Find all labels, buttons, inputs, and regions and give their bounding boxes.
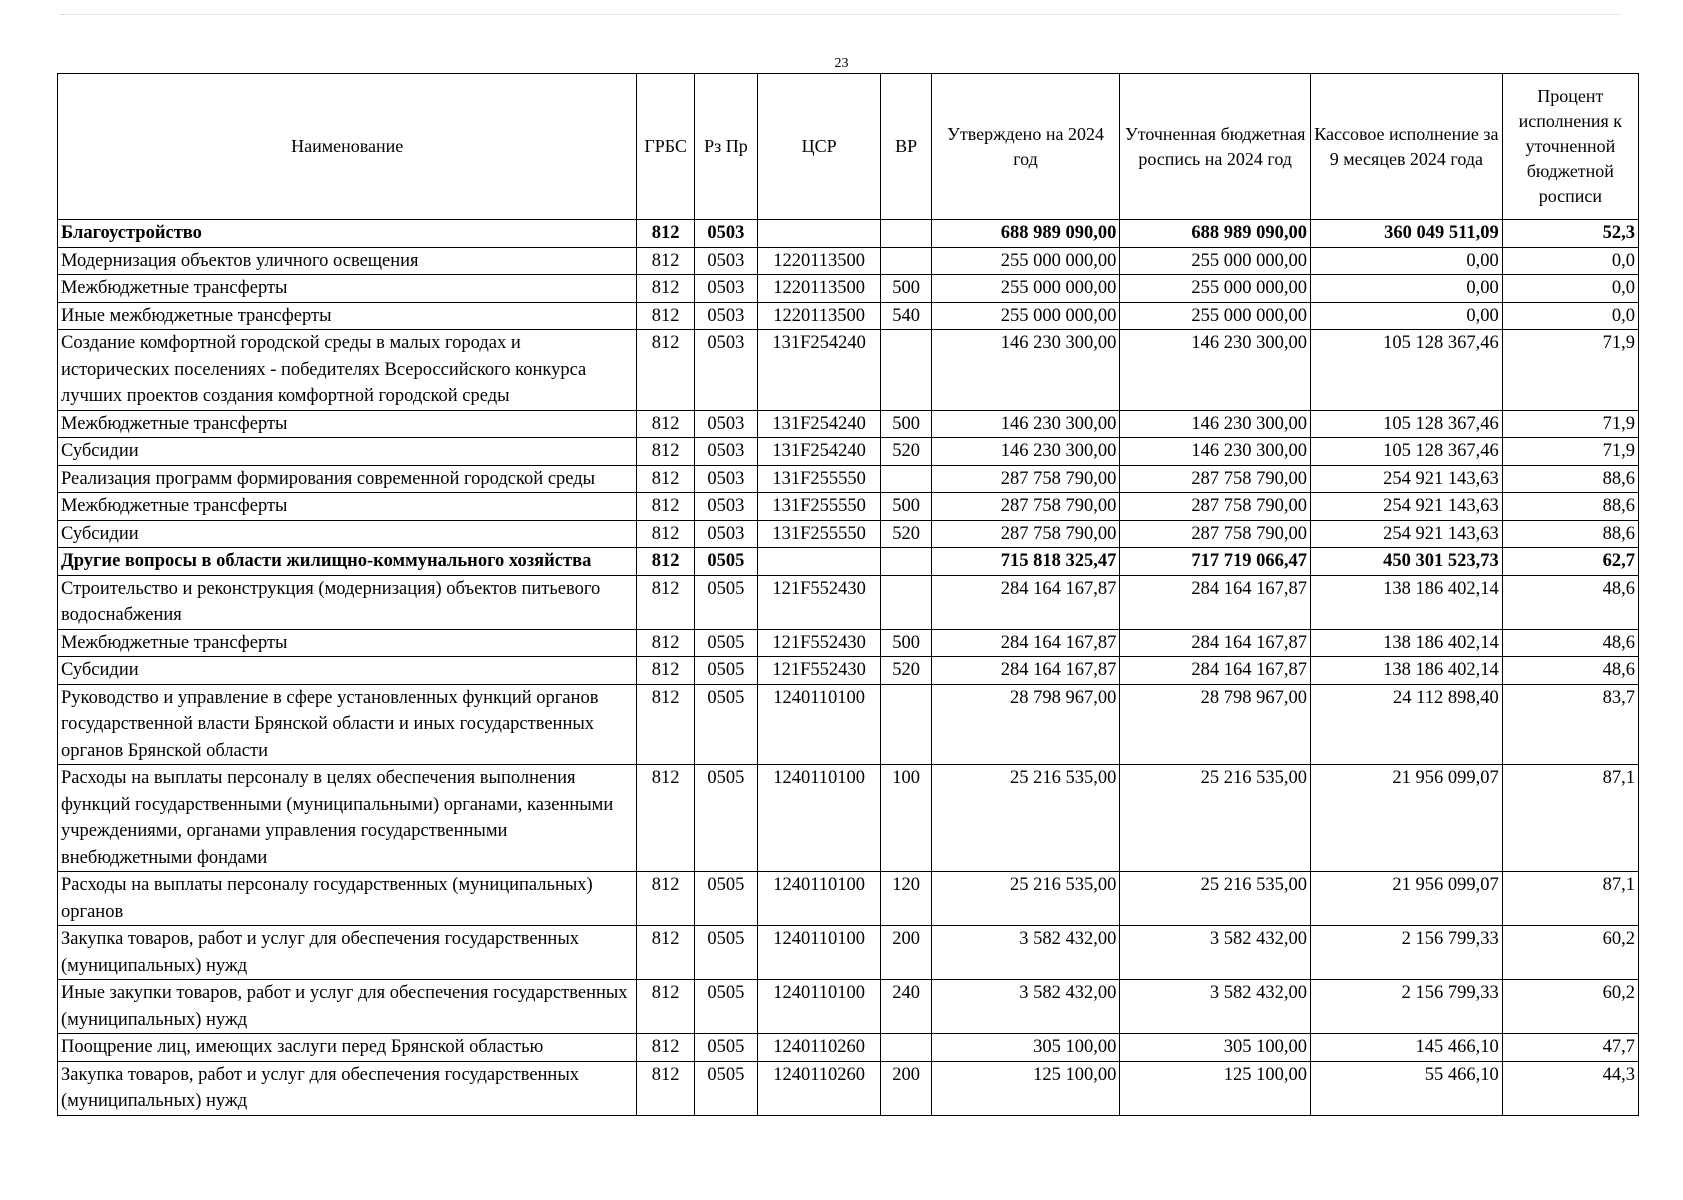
- cell-rzpr: 0505: [694, 1061, 757, 1115]
- cell-refined: 717 719 066,47: [1120, 548, 1311, 576]
- cell-approved: 146 230 300,00: [931, 330, 1120, 411]
- cell-refined: 146 230 300,00: [1120, 438, 1311, 466]
- table-header-row: [58, 74, 1639, 220]
- cell-vr: 100: [881, 765, 931, 872]
- cell-vr: 520: [881, 520, 931, 548]
- cell-csr: [757, 220, 881, 248]
- cell-approved: 284 164 167,87: [931, 629, 1120, 657]
- cell-percent: 60,2: [1502, 926, 1638, 980]
- cell-name: Расходы на выплаты персоналу в целях обеспечения выполнения функций государственными (муниципальными) органами, казенными учреждениями, органами управления государственными внебюджетными фондами: [58, 765, 637, 872]
- cell-refined: 255 000 000,00: [1120, 302, 1311, 330]
- cell-csr: 1240110100: [757, 926, 881, 980]
- cell-vr: 200: [881, 1061, 931, 1115]
- cell-approved: 146 230 300,00: [931, 410, 1120, 438]
- cell-refined: 284 164 167,87: [1120, 575, 1311, 629]
- cell-name: Межбюджетные трансферты: [58, 275, 637, 303]
- cell-percent: 48,6: [1502, 629, 1638, 657]
- cell-rzpr: 0505: [694, 575, 757, 629]
- cell-refined: 3 582 432,00: [1120, 926, 1311, 980]
- cell-cash: 2 156 799,33: [1311, 980, 1503, 1034]
- cell-vr: [881, 684, 931, 765]
- cell-csr: 1220113500: [757, 302, 881, 330]
- cell-vr: 520: [881, 438, 931, 466]
- cell-csr: 121F552430: [757, 657, 881, 685]
- cell-csr: 131F254240: [757, 330, 881, 411]
- table-row: [58, 465, 1639, 493]
- cell-rzpr: 0503: [694, 330, 757, 411]
- cell-cash: 105 128 367,46: [1311, 410, 1503, 438]
- cell-rzpr: 0505: [694, 765, 757, 872]
- cell-refined: 255 000 000,00: [1120, 247, 1311, 275]
- cell-grbs: 812: [637, 657, 695, 685]
- table-row: [58, 275, 1639, 303]
- cell-refined: 688 989 090,00: [1120, 220, 1311, 248]
- cell-csr: 131F255550: [757, 493, 881, 521]
- cell-vr: 120: [881, 872, 931, 926]
- cell-percent: 0,0: [1502, 302, 1638, 330]
- cell-rzpr: 0505: [694, 657, 757, 685]
- cell-csr: 1240110100: [757, 872, 881, 926]
- cell-name: Межбюджетные трансферты: [58, 493, 637, 521]
- cell-name: Закупка товаров, работ и услуг для обеспечения государственных (муниципальных) нужд: [58, 1061, 637, 1115]
- cell-percent: 87,1: [1502, 765, 1638, 872]
- cell-name: Субсидии: [58, 520, 637, 548]
- cell-cash: 0,00: [1311, 247, 1503, 275]
- table-row: [58, 493, 1639, 521]
- cell-cash: 254 921 143,63: [1311, 520, 1503, 548]
- cell-approved: 284 164 167,87: [931, 575, 1120, 629]
- cell-grbs: 812: [637, 220, 695, 248]
- cell-percent: 71,9: [1502, 410, 1638, 438]
- cell-cash: 21 956 099,07: [1311, 765, 1503, 872]
- cell-cash: 21 956 099,07: [1311, 872, 1503, 926]
- cell-grbs: 812: [637, 410, 695, 438]
- cell-grbs: 812: [637, 872, 695, 926]
- table-row: [58, 438, 1639, 466]
- table-row: [58, 980, 1639, 1034]
- cell-rzpr: 0505: [694, 926, 757, 980]
- cell-approved: 287 758 790,00: [931, 465, 1120, 493]
- budget-table: [57, 73, 1639, 1116]
- cell-grbs: 812: [637, 980, 695, 1034]
- cell-cash: 138 186 402,14: [1311, 575, 1503, 629]
- cell-grbs: 812: [637, 493, 695, 521]
- cell-approved: 688 989 090,00: [931, 220, 1120, 248]
- cell-approved: 287 758 790,00: [931, 493, 1120, 521]
- cell-grbs: 812: [637, 465, 695, 493]
- cell-percent: 44,3: [1502, 1061, 1638, 1115]
- cell-rzpr: 0505: [694, 684, 757, 765]
- table-row: [58, 520, 1639, 548]
- cell-vr: [881, 575, 931, 629]
- table-body: [58, 220, 1639, 1116]
- cell-percent: 88,6: [1502, 493, 1638, 521]
- cell-percent: 60,2: [1502, 980, 1638, 1034]
- cell-vr: [881, 1034, 931, 1062]
- table-row: [58, 872, 1639, 926]
- table-row-section: [58, 220, 1639, 248]
- cell-grbs: 812: [637, 1034, 695, 1062]
- cell-name: Иные межбюджетные трансферты: [58, 302, 637, 330]
- cell-grbs: 812: [637, 684, 695, 765]
- cell-percent: 71,9: [1502, 438, 1638, 466]
- cell-name: Расходы на выплаты персоналу государственных (муниципальных) органов: [58, 872, 637, 926]
- cell-grbs: 812: [637, 629, 695, 657]
- table-row: [58, 657, 1639, 685]
- cell-grbs: 812: [637, 548, 695, 576]
- cell-approved: 125 100,00: [931, 1061, 1120, 1115]
- cell-cash: 105 128 367,46: [1311, 330, 1503, 411]
- cell-approved: 287 758 790,00: [931, 520, 1120, 548]
- cell-refined: 125 100,00: [1120, 1061, 1311, 1115]
- scan-artifact-line: [60, 14, 1620, 18]
- cell-approved: 3 582 432,00: [931, 926, 1120, 980]
- header-vr: ВР: [881, 74, 931, 220]
- cell-cash: 145 466,10: [1311, 1034, 1503, 1062]
- header-csr: ЦСР: [757, 74, 881, 220]
- cell-approved: 25 216 535,00: [931, 765, 1120, 872]
- cell-grbs: 812: [637, 926, 695, 980]
- cell-refined: 146 230 300,00: [1120, 410, 1311, 438]
- table-row: [58, 330, 1639, 411]
- cell-cash: 138 186 402,14: [1311, 657, 1503, 685]
- cell-rzpr: 0505: [694, 1034, 757, 1062]
- cell-rzpr: 0503: [694, 438, 757, 466]
- cell-refined: 284 164 167,87: [1120, 629, 1311, 657]
- cell-rzpr: 0503: [694, 493, 757, 521]
- cell-refined: 287 758 790,00: [1120, 520, 1311, 548]
- cell-grbs: 812: [637, 330, 695, 411]
- cell-approved: 715 818 325,47: [931, 548, 1120, 576]
- cell-grbs: 812: [637, 765, 695, 872]
- cell-csr: 1220113500: [757, 247, 881, 275]
- cell-name: Создание комфортной городской среды в малых городах и исторических поселениях - победителях Всероссийского конкурса лучших проектов создания комфортной городской среды: [58, 330, 637, 411]
- cell-rzpr: 0503: [694, 275, 757, 303]
- cell-csr: 1240110100: [757, 980, 881, 1034]
- cell-refined: 284 164 167,87: [1120, 657, 1311, 685]
- header-refined: Уточненная бюджетная роспись на 2024 год: [1120, 74, 1311, 220]
- cell-cash: 2 156 799,33: [1311, 926, 1503, 980]
- table-row: [58, 926, 1639, 980]
- cell-cash: 24 112 898,40: [1311, 684, 1503, 765]
- cell-name: Другие вопросы в области жилищно-коммунального хозяйства: [58, 548, 637, 576]
- cell-vr: [881, 247, 931, 275]
- cell-percent: 47,7: [1502, 1034, 1638, 1062]
- cell-approved: 3 582 432,00: [931, 980, 1120, 1034]
- cell-approved: 25 216 535,00: [931, 872, 1120, 926]
- cell-grbs: 812: [637, 247, 695, 275]
- cell-csr: 131F255550: [757, 465, 881, 493]
- cell-cash: 55 466,10: [1311, 1061, 1503, 1115]
- cell-approved: 284 164 167,87: [931, 657, 1120, 685]
- cell-vr: 200: [881, 926, 931, 980]
- cell-vr: [881, 220, 931, 248]
- header-name: Наименование: [58, 74, 637, 220]
- cell-rzpr: 0505: [694, 548, 757, 576]
- cell-percent: 52,3: [1502, 220, 1638, 248]
- cell-name: Закупка товаров, работ и услуг для обеспечения государственных (муниципальных) нужд: [58, 926, 637, 980]
- cell-cash: 254 921 143,63: [1311, 465, 1503, 493]
- cell-rzpr: 0505: [694, 629, 757, 657]
- cell-approved: 255 000 000,00: [931, 247, 1120, 275]
- cell-percent: 71,9: [1502, 330, 1638, 411]
- cell-name: Иные закупки товаров, работ и услуг для обеспечения государственных (муниципальных) нужд: [58, 980, 637, 1034]
- header-percent: Процент исполнения к уточненной бюджетной росписи: [1502, 74, 1638, 220]
- cell-percent: 0,0: [1502, 275, 1638, 303]
- table-row: [58, 575, 1639, 629]
- table-row: [58, 247, 1639, 275]
- cell-csr: 121F552430: [757, 629, 881, 657]
- cell-vr: 500: [881, 493, 931, 521]
- cell-percent: 0,0: [1502, 247, 1638, 275]
- page-number: 23: [834, 56, 849, 71]
- table-row: [58, 1061, 1639, 1115]
- header-rzpr: Рз Пр: [694, 74, 757, 220]
- header-grbs: ГРБС: [637, 74, 695, 220]
- cell-name: Субсидии: [58, 438, 637, 466]
- cell-percent: 48,6: [1502, 575, 1638, 629]
- cell-vr: 540: [881, 302, 931, 330]
- cell-cash: 254 921 143,63: [1311, 493, 1503, 521]
- table-row: [58, 629, 1639, 657]
- cell-rzpr: 0505: [694, 980, 757, 1034]
- cell-rzpr: 0503: [694, 220, 757, 248]
- cell-csr: 131F254240: [757, 410, 881, 438]
- cell-percent: 87,1: [1502, 872, 1638, 926]
- cell-cash: 360 049 511,09: [1311, 220, 1503, 248]
- cell-name: Руководство и управление в сфере установленных функций органов государственной власти Брянской области и иных государственных органов Брянской области: [58, 684, 637, 765]
- table-row-section: [58, 548, 1639, 576]
- cell-name: Благоустройство: [58, 220, 637, 248]
- cell-cash: 0,00: [1311, 302, 1503, 330]
- table-row: [58, 684, 1639, 765]
- cell-grbs: 812: [637, 302, 695, 330]
- cell-rzpr: 0503: [694, 520, 757, 548]
- cell-refined: 287 758 790,00: [1120, 493, 1311, 521]
- cell-vr: [881, 465, 931, 493]
- cell-cash: 105 128 367,46: [1311, 438, 1503, 466]
- cell-csr: [757, 548, 881, 576]
- cell-vr: 240: [881, 980, 931, 1034]
- cell-name: Субсидии: [58, 657, 637, 685]
- cell-csr: 131F255550: [757, 520, 881, 548]
- cell-refined: 287 758 790,00: [1120, 465, 1311, 493]
- cell-name: Межбюджетные трансферты: [58, 629, 637, 657]
- cell-percent: 62,7: [1502, 548, 1638, 576]
- cell-percent: 88,6: [1502, 465, 1638, 493]
- cell-csr: 121F552430: [757, 575, 881, 629]
- cell-csr: 1240110100: [757, 765, 881, 872]
- cell-csr: 131F254240: [757, 438, 881, 466]
- cell-name: Строительство и реконструкция (модернизация) объектов питьевого водоснабжения: [58, 575, 637, 629]
- table-row: [58, 765, 1639, 872]
- cell-rzpr: 0503: [694, 247, 757, 275]
- table-row: [58, 302, 1639, 330]
- table-row: [58, 1034, 1639, 1062]
- cell-approved: 28 798 967,00: [931, 684, 1120, 765]
- cell-percent: 48,6: [1502, 657, 1638, 685]
- cell-refined: 255 000 000,00: [1120, 275, 1311, 303]
- cell-name: Межбюджетные трансферты: [58, 410, 637, 438]
- cell-rzpr: 0505: [694, 872, 757, 926]
- cell-vr: 500: [881, 275, 931, 303]
- cell-refined: 28 798 967,00: [1120, 684, 1311, 765]
- cell-csr: 1240110100: [757, 684, 881, 765]
- cell-cash: 138 186 402,14: [1311, 629, 1503, 657]
- cell-rzpr: 0503: [694, 465, 757, 493]
- cell-name: Реализация программ формирования современной городской среды: [58, 465, 637, 493]
- header-approved: Утверждено на 2024 год: [931, 74, 1120, 220]
- cell-refined: 3 582 432,00: [1120, 980, 1311, 1034]
- cell-refined: 25 216 535,00: [1120, 765, 1311, 872]
- cell-vr: 500: [881, 629, 931, 657]
- cell-approved: 146 230 300,00: [931, 438, 1120, 466]
- cell-grbs: 812: [637, 575, 695, 629]
- cell-csr: 1240110260: [757, 1034, 881, 1062]
- cell-approved: 305 100,00: [931, 1034, 1120, 1062]
- cell-csr: 1220113500: [757, 275, 881, 303]
- cell-approved: 255 000 000,00: [931, 275, 1120, 303]
- cell-vr: [881, 330, 931, 411]
- cell-refined: 305 100,00: [1120, 1034, 1311, 1062]
- cell-cash: 0,00: [1311, 275, 1503, 303]
- table-row: [58, 410, 1639, 438]
- cell-grbs: 812: [637, 1061, 695, 1115]
- cell-name: Модернизация объектов уличного освещения: [58, 247, 637, 275]
- cell-refined: 25 216 535,00: [1120, 872, 1311, 926]
- cell-grbs: 812: [637, 275, 695, 303]
- cell-vr: 500: [881, 410, 931, 438]
- cell-vr: 520: [881, 657, 931, 685]
- cell-vr: [881, 548, 931, 576]
- header-cash: Кассовое исполнение за 9 месяцев 2024 года: [1311, 74, 1503, 220]
- cell-cash: 450 301 523,73: [1311, 548, 1503, 576]
- cell-grbs: 812: [637, 438, 695, 466]
- cell-refined: 146 230 300,00: [1120, 330, 1311, 411]
- cell-rzpr: 0503: [694, 302, 757, 330]
- cell-rzpr: 0503: [694, 410, 757, 438]
- cell-percent: 83,7: [1502, 684, 1638, 765]
- cell-name: Поощрение лиц, имеющих заслуги перед Брянской областью: [58, 1034, 637, 1062]
- cell-grbs: 812: [637, 520, 695, 548]
- cell-percent: 88,6: [1502, 520, 1638, 548]
- cell-approved: 255 000 000,00: [931, 302, 1120, 330]
- cell-csr: 1240110260: [757, 1061, 881, 1115]
